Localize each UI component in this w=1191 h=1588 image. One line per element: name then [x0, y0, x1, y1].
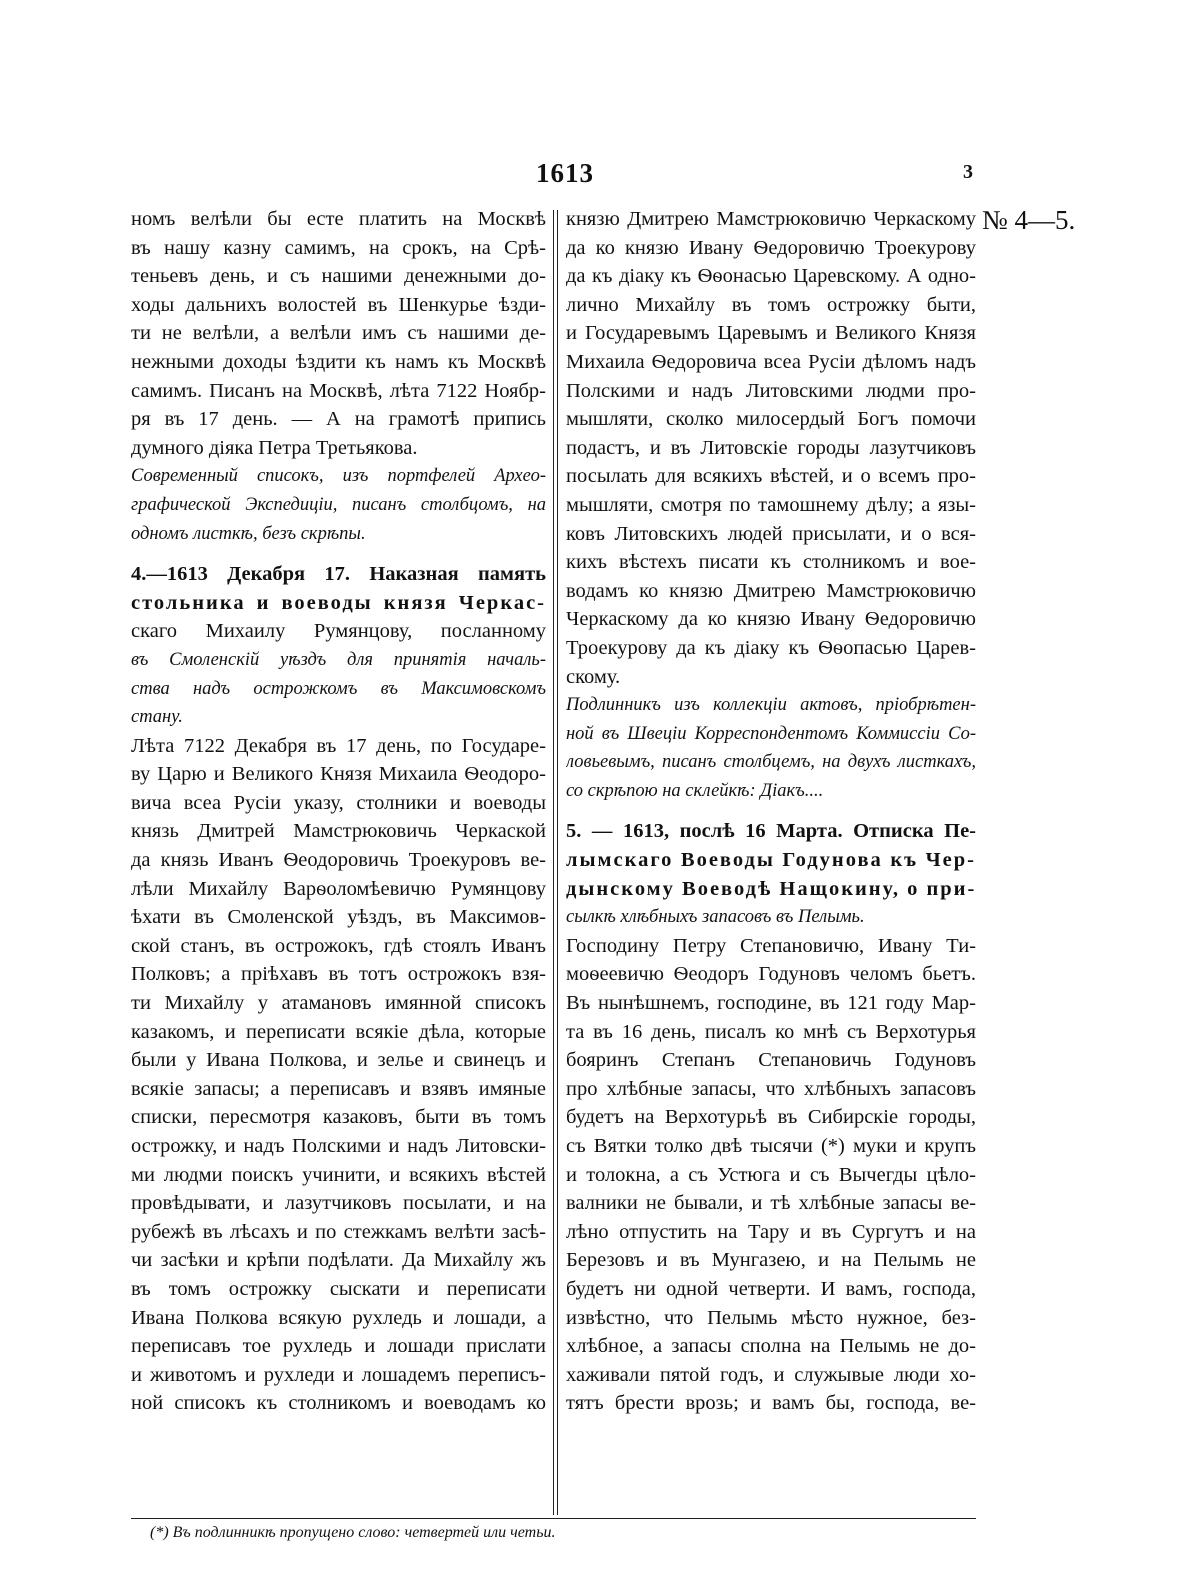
- text-line: острожку, и надъ Полскими и надъ Литовски-: [131, 1135, 546, 1157]
- text-line: Троекурову да къ дiаку къ Ѳѳопасью Царев-: [566, 636, 976, 659]
- text-line: будетъ на Верхотурьѣ въ Сибирскiе городы,: [566, 1106, 976, 1129]
- text-line: мышляти, смотря по тамошнему дѣлу; а язы-: [566, 493, 976, 516]
- right-column: [566, 205, 976, 1418]
- source-note-line: ной въ Швецiи Корреспондентомъ Коммиссiи Со-: [566, 723, 976, 744]
- text-line: хаживали пятой годъ, и служывые люди хо-: [566, 1363, 976, 1386]
- footnote-rule: [131, 1518, 976, 1519]
- text-line: Михаила Ѳедоровича всеа Русiи дѣломъ надъ: [566, 350, 976, 373]
- text-line: и животомъ и рухледи и лошадемъ переписъ-: [131, 1363, 546, 1386]
- column-divider: [553, 210, 554, 1515]
- document-heading-line: дынскому Воеводѣ Нащокину, о при-: [566, 877, 976, 900]
- text-line: Черкаскому да ко князю Ивану Ѳедоровичю: [566, 608, 976, 631]
- text-line: ковъ Литовскихъ людей присылати, и о вся-: [566, 522, 976, 545]
- source-note-line: Современный списокъ, изъ портфелей Архео-: [131, 466, 546, 487]
- text-line: были у Ивана Полкова, и зелье и свинецъ и: [131, 1049, 546, 1072]
- text-line: думного дiяка Петра Третьякова.: [131, 436, 418, 459]
- text-line: Ивана Полкова всякую рухледь и лошади, а: [131, 1306, 546, 1329]
- text-line: извѣстно, что Пелымь мѣсто нужное, без-: [566, 1306, 976, 1329]
- text-line: нежными доходы ѣздити къ намъ къ Москвѣ: [131, 350, 546, 373]
- text-line: моѳеевичю Ѳеодоръ Годуновъ челомъ бьетъ.: [566, 963, 976, 986]
- text-line: лѣли Михайлу Варѳоломѣевичю Румянцову: [131, 877, 546, 900]
- text-line: всякiе запасы; а переписавъ и взявъ имяные: [131, 1077, 546, 1100]
- document-heading-line: 4.—1613 Декабря 17. Наказная память: [131, 563, 546, 586]
- source-note-line: Подлинникъ изъ коллекцiи актовъ, прiобрѣтен-: [566, 695, 976, 716]
- text-line: та въ 16 день, писалъ ко мнѣ съ Верхотурья: [566, 1020, 976, 1043]
- document-heading-line: въ Смоленскiй уѣздъ для принятiя началь-: [131, 649, 546, 670]
- text-line: самимъ. Писанъ на Москвѣ, лѣта 7122 Ноябр-: [131, 379, 546, 402]
- left-column: [131, 205, 546, 1418]
- document-heading-line: сылкѣ хлѣбныхъ запасовъ въ Пелымь.: [566, 907, 865, 928]
- text-line: скому.: [566, 665, 621, 688]
- text-line: переписавъ тое рухледь и лошади прислати: [131, 1335, 546, 1358]
- text-line: да ко князю Ивану Ѳедоровичю Троекурову: [566, 236, 976, 259]
- text-line: ря въ 17 день. — А на грамотѣ припись: [131, 408, 546, 431]
- text-line: казакомъ, и переписати всякiе дѣла, которые: [131, 1020, 546, 1043]
- text-line: хлѣбное, а запасы сполна на Пелымь не до-: [566, 1335, 976, 1358]
- text-line: лично Михайлу въ томъ острожку быти,: [566, 293, 976, 316]
- text-line: про хлѣбные запасы, что хлѣбныхъ запасовъ: [566, 1077, 976, 1100]
- document-heading-line: лымскаго Воеводы Годунова къ Чер-: [566, 849, 976, 872]
- text-line: Полскими и надъ Литовскими людми про-: [566, 379, 976, 402]
- text-line: посылать для всякихъ вѣстей, и о всемъ про-: [566, 465, 976, 488]
- text-line: и толокна, а съ Устюга и съ Вычегды цѣло-: [566, 1163, 976, 1186]
- document-heading-line: ства надъ острожкомъ въ Максимовскомъ: [131, 678, 546, 699]
- text-line: Въ нынѣшнемъ, господине, въ 121 году Мар-: [566, 992, 976, 1015]
- text-line: кихъ вѣстехъ писати къ столникомъ и вое-: [566, 551, 976, 574]
- text-line: валники не бывали, и тѣ хлѣбные запасы ве-: [566, 1192, 976, 1215]
- text-line: князь Дмитрей Мамстрюковичь Черкаской: [131, 820, 546, 843]
- text-line: вича всеа Русiи указу, столники и воеводы: [131, 791, 546, 814]
- text-line: лѣно отпустить на Тару и въ Сургутъ и на: [566, 1220, 976, 1243]
- text-line: водамъ ко князю Дмитрею Мамстрюковичю: [566, 579, 976, 602]
- text-line: князю Дмитрею Мамстрюковичю Черкаскому: [566, 208, 976, 230]
- document-heading-line: стольника и воеводы князя Черкас-: [131, 591, 546, 614]
- text-line: Лѣта 7122 Декабря въ 17 день, по Государе-: [131, 734, 546, 757]
- text-line: ми людми поискъ учинити, и всякихъ вѣстей: [131, 1163, 546, 1186]
- text-line: да къ дiаку къ Ѳѳонасью Царевскому. А одно-: [566, 265, 976, 288]
- column-divider-inner: [557, 210, 558, 1515]
- text-line: ной списокъ къ столникомъ и воеводамъ ко: [131, 1392, 546, 1415]
- text-line: тятъ брести врозь; и вамъ бы, господа, ве-: [566, 1392, 976, 1415]
- text-line: списки, пересмотря казаковъ, быти въ томъ: [131, 1106, 546, 1129]
- footnote: (*) Въ подлинникѣ пропущено слово: четвертей или четьи.: [150, 1524, 556, 1541]
- source-note-line: со скрѣпою на склейкѣ: Дiакъ....: [566, 780, 824, 801]
- text-line: въ томъ острожку сыскати и переписати: [131, 1277, 546, 1300]
- text-line: подастъ, и въ Литовскiе городы лазутчиковъ: [566, 436, 976, 459]
- text-line: ходы дальнихъ волостей въ Шенкурье ѣзди-: [131, 293, 546, 316]
- text-line: провѣдывати, и лазутчиковъ посылати, и на: [131, 1192, 546, 1215]
- text-line: номъ велѣли бы есте платить на Москвѣ: [131, 208, 546, 230]
- document-heading-line: 5. — 1613, послѣ 16 Марта. Отписка Пе-: [566, 820, 976, 843]
- text-line: мышляти, сколко милосердый Богъ помочи: [566, 408, 976, 431]
- text-line: Полковъ; а прiѣхавъ въ тотъ острожокъ взя-: [131, 963, 546, 986]
- document-numbers: № 4—5.: [982, 205, 1076, 235]
- text-line: ѣхати въ Смоленской уѣздъ, въ Максимов-: [131, 906, 546, 929]
- text-line: въ нашу казну самимъ, на срокъ, на Срѣ-: [131, 236, 546, 259]
- text-line: съ Вятки толко двѣ тысячи (*) муки и крупъ: [566, 1135, 976, 1157]
- running-year: 1613: [536, 158, 594, 188]
- text-line: ву Царю и Великого Князя Михаила Ѳеодоро-: [131, 763, 546, 786]
- source-note-line: ловьевымъ, писанъ столбцемъ, на двухъ листкахъ,: [566, 752, 976, 773]
- source-note-line: одномъ листкѣ, безъ скрѣпы.: [131, 523, 366, 544]
- text-line: теньевъ день, и съ нашими денежными до-: [131, 265, 546, 288]
- text-line: и Государевымъ Царевымъ и Великого Князя: [566, 322, 976, 345]
- text-line: Господину Петру Степановичю, Ивану Ти-: [566, 934, 976, 957]
- text-line: ской станъ, въ острожокъ, гдѣ стоялъ Иванъ: [131, 934, 546, 957]
- document-heading-line: скаго Михаилу Румянцову, посланному: [131, 620, 546, 643]
- source-note-line: графической Экспедицiи, писанъ столбцомъ, на: [131, 494, 546, 515]
- text-line: будетъ ни одной четверти. И вамъ, господа,: [566, 1277, 976, 1300]
- text-line: да князь Иванъ Ѳеодоровичь Троекуровъ ве-: [131, 849, 546, 872]
- text-line: ти Михайлу у атамановъ имянной списокъ: [131, 992, 546, 1015]
- document-heading-line: стану.: [131, 707, 183, 728]
- text-line: бояринъ Степанъ Степановичь Годуновъ: [566, 1049, 976, 1072]
- text-line: ти не велѣли, а велѣли имъ съ нашими де-: [131, 322, 546, 345]
- text-line: Березовъ и въ Мунгазею, и на Пелымь не: [566, 1249, 976, 1272]
- text-line: чи засѣки и крѣпи подѣлати. Да Михайлу жъ: [131, 1249, 546, 1272]
- page-number: 3: [963, 161, 973, 183]
- text-line: рубежѣ въ лѣсахъ и по стежкамъ велѣти засѣ-: [131, 1220, 546, 1243]
